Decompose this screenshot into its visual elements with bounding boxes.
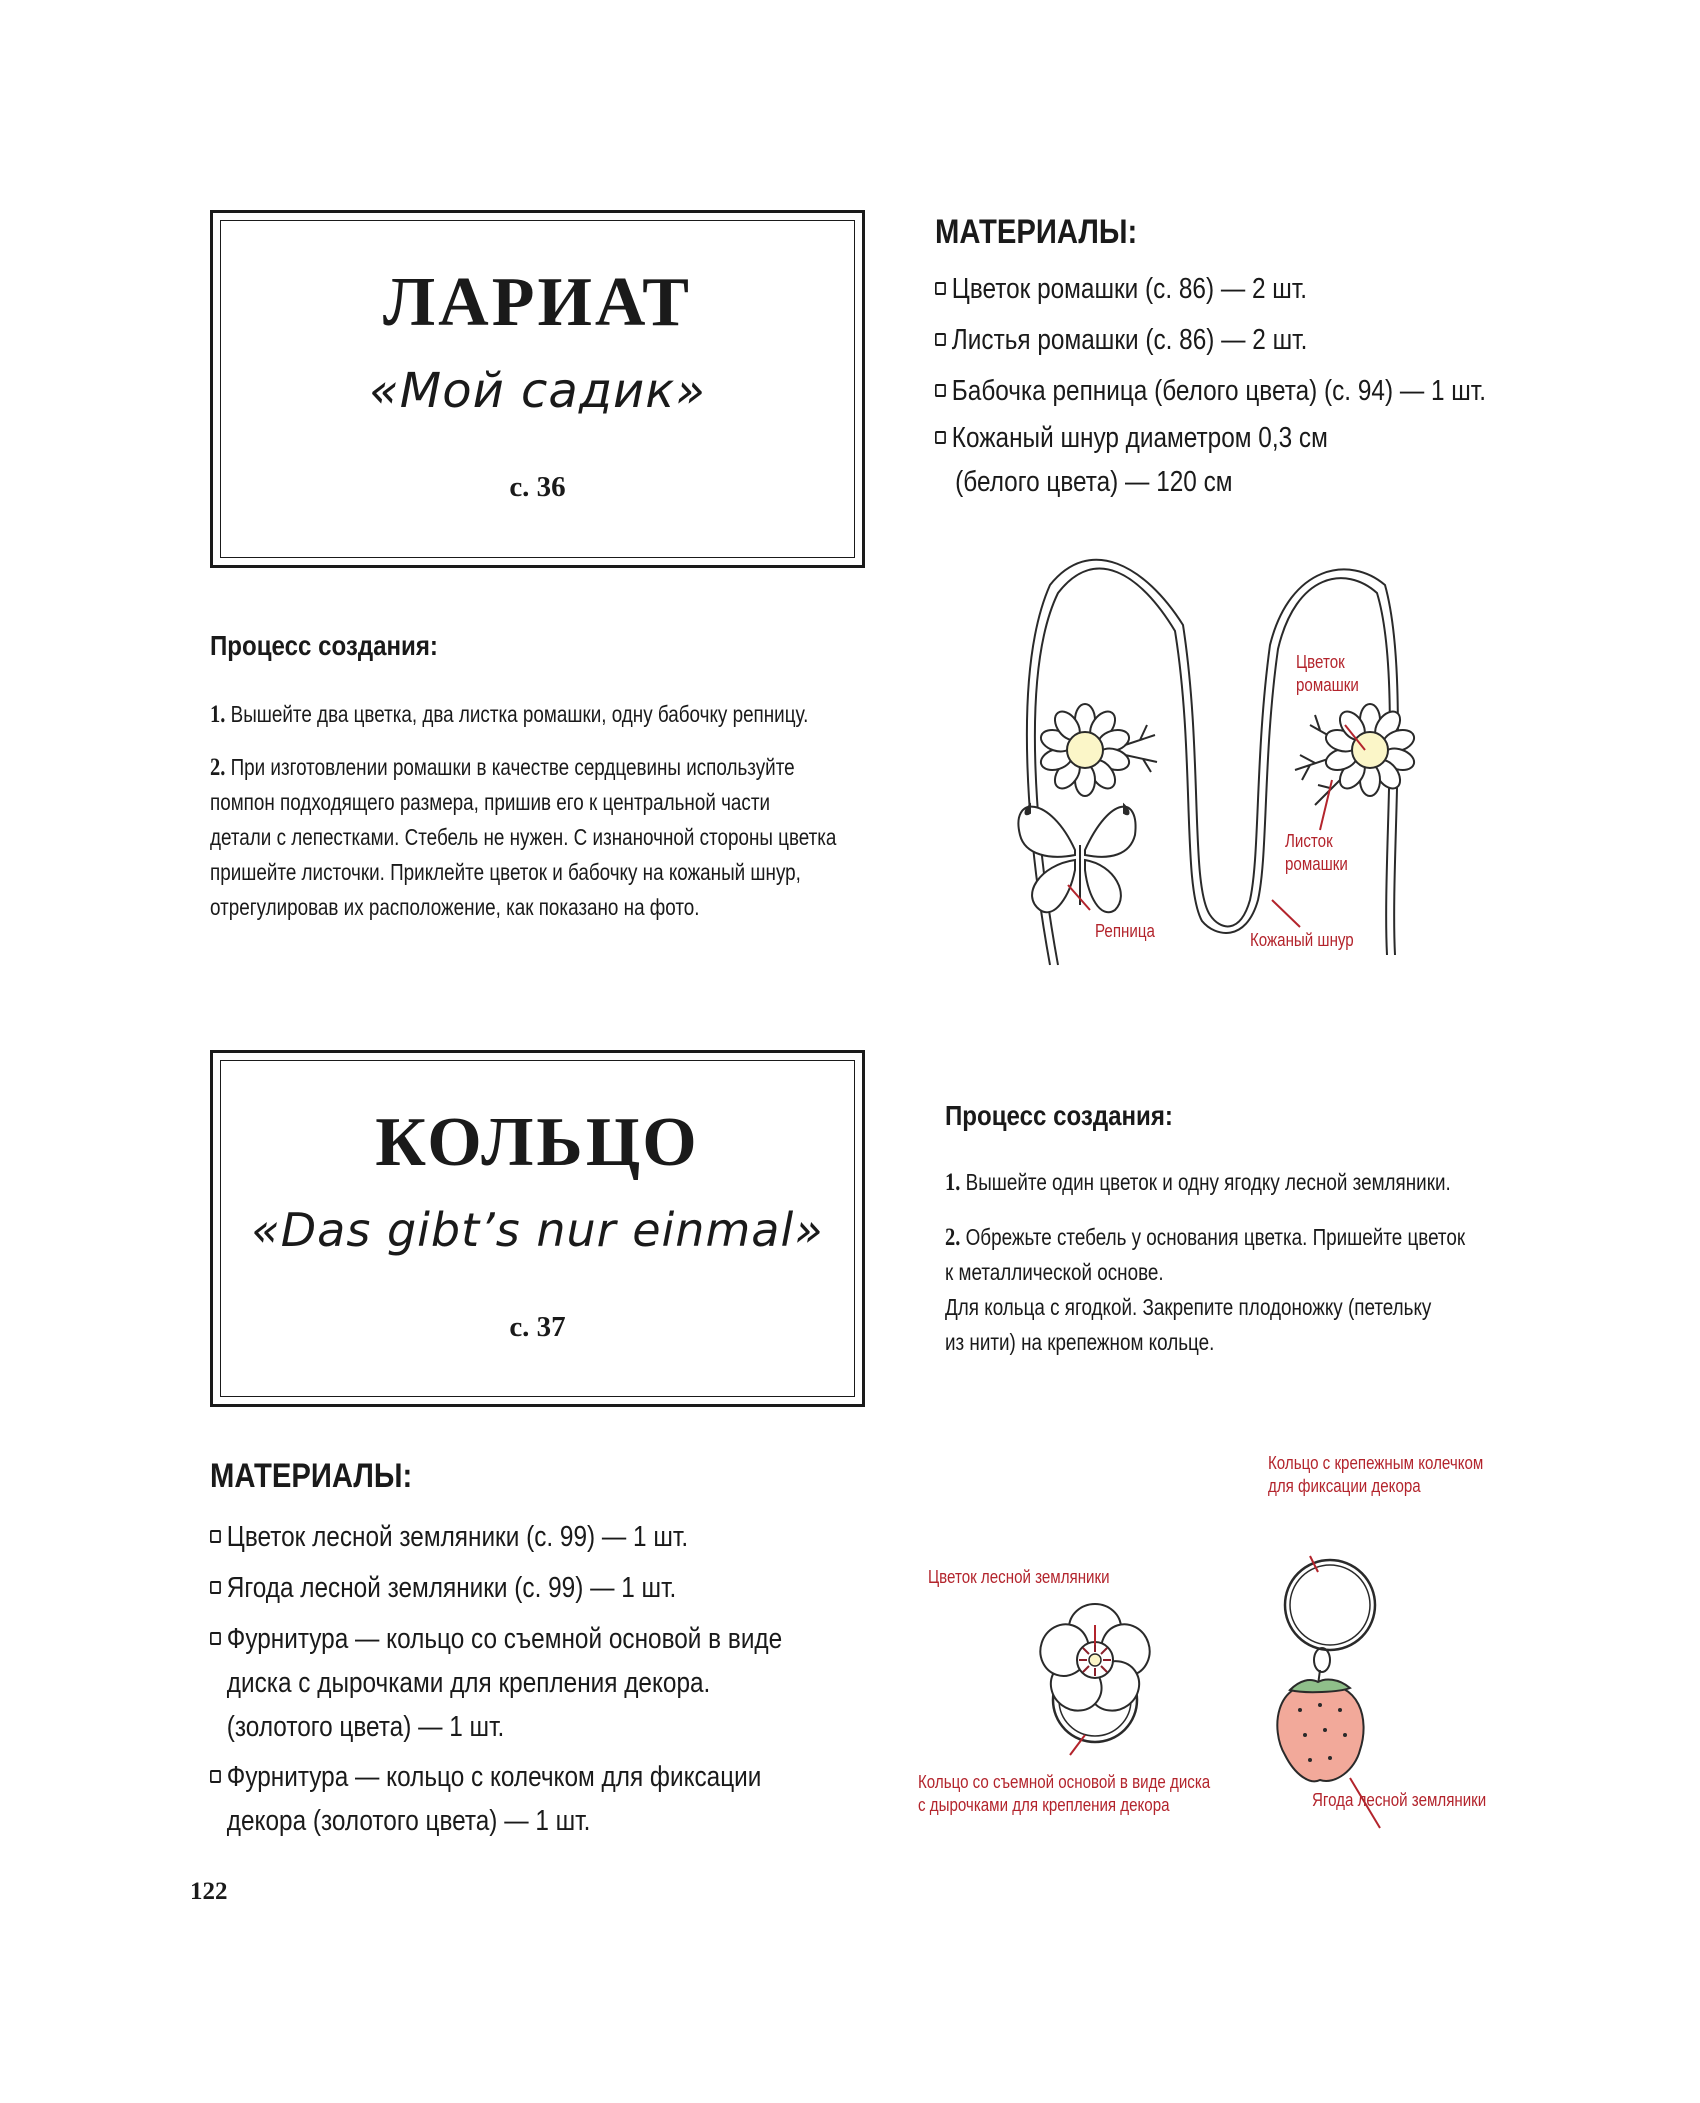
step-number: 1. — [210, 701, 226, 728]
page-number: 122 — [190, 1878, 228, 1905]
label-strawberry-flower: Цветок лесной земляники — [928, 1567, 1110, 1587]
bullet-icon — [210, 1632, 221, 1645]
ring-title-box — [210, 1050, 865, 1407]
bullet-icon — [210, 1770, 221, 1783]
step-number: 1. — [945, 1169, 961, 1196]
lariat-diagram — [1010, 555, 1430, 965]
list-item: Фурнитура — кольцо с колечком для фиксации декора (золотого цвета) — 1 шт. — [210, 1755, 782, 1843]
ring-step-1: 1. Вышейте один цветок и одну ягодку лесной земляники. — [945, 1169, 1451, 1196]
bullet-icon — [935, 431, 946, 444]
list-item: Цветок ромашки (с. 86) — 2 шт. — [935, 267, 1486, 318]
lariat-step-2: 2. При изготовлении ромашки в качестве сердцевины используйте помпон подходящего размера, пришив его к центральной части детали с лепестками. Стебель не нужен. С изнаночной стороны цветка пришейте листочки. Приклейте цветок и бабочку на кожаный шнур, отрегулировав их расположение, как показано на фото. — [210, 754, 837, 920]
ring-process-heading: Процесс создания: — [945, 1100, 1173, 1131]
ring-materials-heading: МАТЕРИАЛЫ: — [210, 1457, 413, 1495]
label-keyring: Кольцо с крепежным колечком для фиксации декора — [1268, 1453, 1484, 1496]
ring-diagram — [1000, 1510, 1520, 1810]
label-ring-base: Кольцо со съемной основой в виде диска с дырочками для крепления декора — [918, 1772, 1211, 1815]
lariat-process-heading: Процесс создания: — [210, 630, 438, 661]
strawberry-flower-ring-icon — [1034, 1604, 1157, 1742]
daisy-flower-left — [1038, 704, 1157, 796]
bullet-icon — [210, 1581, 221, 1594]
step-number: 2. — [945, 1224, 961, 1251]
list-item: Цветок лесной земляники (с. 99) — 1 шт. — [210, 1515, 782, 1566]
label-butterfly: Репница — [1095, 921, 1155, 941]
lariat-materials-list — [935, 267, 1591, 504]
lariat-step-1: 1. Вышейте два цветка, два листка ромашки, одну бабочку репницу. — [210, 701, 809, 728]
bullet-icon — [935, 282, 946, 295]
bullet-icon — [935, 333, 946, 346]
bullet-icon — [210, 1530, 221, 1543]
ring-page-ref: с. 37 — [509, 1311, 566, 1343]
list-item: Фурнитура — кольцо со съемной основой в виде диска с дырочками для крепления декора. (золотого цвета) — 1 шт. — [210, 1617, 782, 1755]
lariat-title-box — [210, 210, 865, 568]
list-item: Бабочка репница (белого цвета) (с. 94) — 1 шт. — [935, 369, 1486, 416]
lariat-subtitle: «Мой садик» — [369, 363, 706, 419]
ring-subtitle: «Das gibt’s nur einmal» — [251, 1203, 824, 1257]
ring-step-2: 2. Обрежьте стебель у основания цветка. Пришейте цветок к металлической основе. Для кольца с ягодкой. Закрепите плодоножку (петельку из нити) на крепежном кольце. — [945, 1224, 1466, 1355]
lariat-title: ЛАРИАТ — [382, 264, 692, 341]
lariat-page-ref: с. 36 — [509, 471, 566, 503]
step-number: 2. — [210, 754, 226, 781]
lariat-materials-heading: МАТЕРИАЛЫ: — [935, 213, 1138, 251]
strawberry-berry-ring-icon — [1277, 1560, 1375, 1781]
ring-materials-list — [210, 1515, 891, 1843]
label-daisy-leaf: Листок ромашки — [1285, 831, 1348, 874]
list-item: Кожаный шнур диаметром 0,3 см (белого цвета) — 120 см — [935, 416, 1486, 504]
daisy-flower-right — [1295, 704, 1417, 805]
bullet-icon — [935, 384, 946, 397]
ring-title: КОЛЬЦО — [375, 1104, 700, 1181]
list-item: Ягода лесной земляники (с. 99) — 1 шт. — [210, 1566, 782, 1617]
label-daisy-flower: Цветок ромашки — [1296, 652, 1359, 695]
label-strawberry-berry: Ягода лесной земляники — [1312, 1790, 1487, 1810]
list-item: Листья ромашки (с. 86) — 2 шт. — [935, 318, 1486, 369]
label-leather-cord: Кожаный шнур — [1250, 930, 1354, 950]
